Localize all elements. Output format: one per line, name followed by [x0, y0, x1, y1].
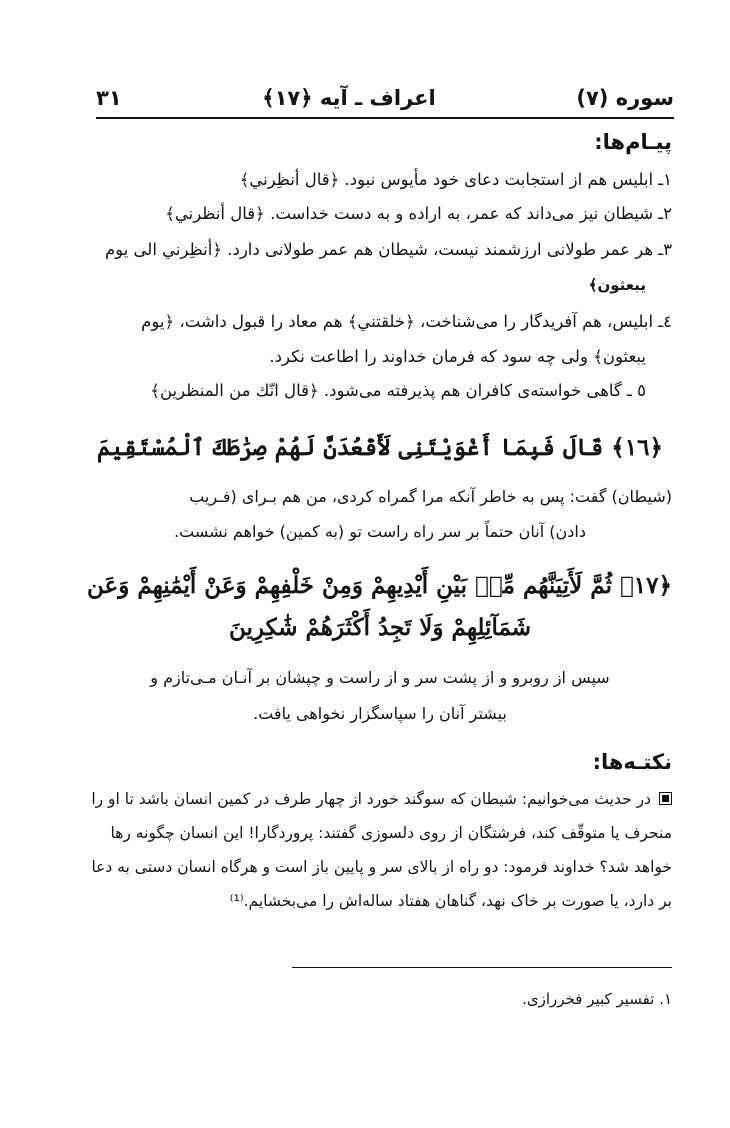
verse-17-arabic: شَمَآئِلِهِمْ وَلَا تَجِدُ أَكْثَرَهُمْ شَٰكِرِينَ — [228, 614, 532, 641]
verse-16-translation: دادن) آنان حتماً بر سر راه راست تو (به کمین) خواهم نشست. — [174, 522, 586, 541]
verse-17-translation: بیشتر آنان را سپاسگزار نخواهی یافت. — [253, 704, 507, 723]
verse-16-arabic: ﴿۱٦﴾ قَالَ فَبِمَا أَغْوَيْتَنِى لَأَقْعُدَنَّ لَهُمْ صِرَٰطَكَ ٱلْمُسْتَقِيمَ — [97, 434, 663, 461]
message-line: ۱ـ ابلیس هم از استجابت دعای خود مأیوس نبود. ﴿قال أنظِرني﴾ — [239, 170, 672, 189]
notes-heading: نکتـه‌ها: — [592, 750, 672, 774]
footnote: ۱. تفسیر کبیر فخررازی. — [522, 990, 672, 1008]
page-number: ۳۱ — [96, 86, 122, 110]
message-line: ۳ـ هر عمر طولانی ارزشمند نیست، شیطان هم عمر طولانی دارد. ﴿أنظِرني الی یوم — [104, 240, 672, 259]
footnote-divider — [292, 967, 672, 968]
page-header — [96, 80, 674, 116]
message-line: یبعثون﴾ — [588, 276, 646, 294]
note-line: خواهد شد؟ خداوند فرمود: دو راه از بالای سر و پایین باز است و هرگاه انسان دستی به دعا — [91, 858, 672, 876]
messages-heading: پیـام‌ها: — [594, 130, 672, 154]
square-bullet-icon — [659, 792, 672, 805]
verse-16-translation: (شیطان) گفت: پس به خاطر آنکه مرا گمراه کردی، من هم بـرای (فـریب — [189, 487, 672, 506]
note-line: بر دارد، یا صورت بر خاک نهد، گناهان هفتاد ساله‌اش را می‌بخشایم.⁽¹⁾ — [229, 892, 672, 910]
note-text: در حدیث می‌خوانیم: شیطان که سوگند خورد از چهار طرف در کمین انسان باشد تا او را — [91, 790, 651, 808]
verse-17-arabic: ﴿۱۷﴾ ثُمَّ لَأَتِيَنَّهُم مِّنۢ بَيْنِ أَيْدِيهِمْ وَمِنْ خَلْفِهِمْ وَعَنْ أَيْمَٰنِهِمْ وَعَن — [87, 572, 672, 599]
surah-label: سوره (۷) — [576, 86, 674, 110]
note-line: منحرف یا متوقّف کند، فرشتگان از روی دلسوزی گفتند: پروردگارا! این انسان چگونه رها — [110, 824, 672, 842]
page-title: اعراف ـ آیه ﴿۱۷﴾ — [262, 86, 436, 110]
message-line: ٤ـ ابلیس، هم آفریدگار را می‌شناخت، ﴿خلقتني﴾ هم معاد را قبول داشت، ﴿یوم — [141, 312, 672, 331]
verse-17-translation: سپس از روبرو و از پشت سر و از راست و چپشان بر آنـان مـی‌تازم و — [150, 668, 610, 687]
message-line: ۲ـ شیطان نیز می‌داند که عمر، به اراده و به دست خداست. ﴿قال أنظرني﴾ — [165, 204, 672, 223]
message-line: ٥ ـ گاهی خواسته‌ی کافران هم پذیرفته می‌شود. ﴿قال انّك من المنظرین﴾ — [150, 381, 646, 400]
header-divider — [96, 117, 674, 119]
message-line: یبعثون﴾ ولی چه سود که فرمان خداوند را اطاعت نکرد. — [269, 347, 646, 366]
note-line — [88, 790, 672, 808]
